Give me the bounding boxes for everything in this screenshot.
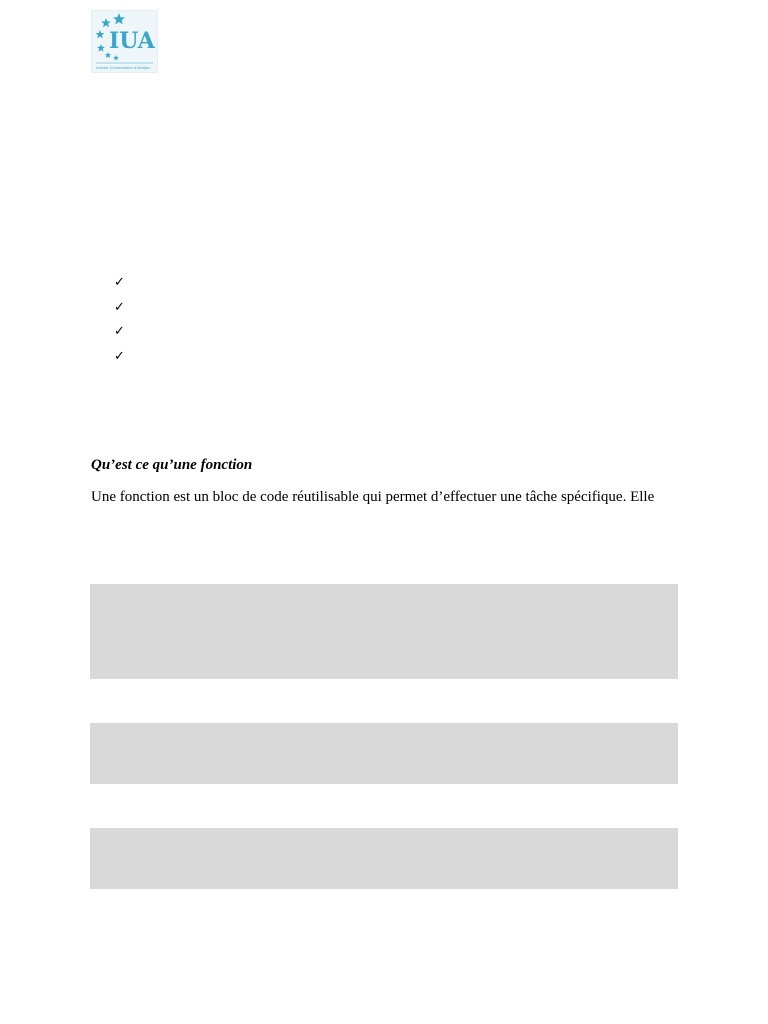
code-block — [90, 584, 678, 679]
section-title: Qu’est ce qu’une fonction — [91, 457, 253, 473]
list-item — [114, 274, 128, 299]
iua-logo-graphic — [92, 11, 157, 72]
star-icon — [101, 18, 111, 27]
body-paragraph: Une fonction est un bloc de code réutilisable qui permet d’effectuer une tâche spécifique. Elle — [91, 489, 655, 505]
iua-logo — [91, 10, 158, 73]
code-block — [90, 828, 678, 889]
checklist — [114, 274, 128, 373]
code-block — [90, 723, 678, 784]
star-icon — [113, 55, 119, 60]
check-icon: ✓ — [114, 299, 125, 315]
list-item — [114, 348, 128, 373]
list-item — [114, 299, 128, 324]
logo-caption: Institut Universitaire d'Abidjan — [96, 66, 151, 70]
star-icon — [96, 30, 105, 38]
list-item — [114, 323, 128, 348]
star-icon — [97, 44, 105, 52]
star-icon — [113, 13, 125, 24]
check-icon: ✓ — [114, 349, 125, 365]
check-icon: ✓ — [114, 324, 125, 340]
logo-text: IUA — [109, 28, 155, 54]
check-icon: ✓ — [114, 275, 125, 290]
